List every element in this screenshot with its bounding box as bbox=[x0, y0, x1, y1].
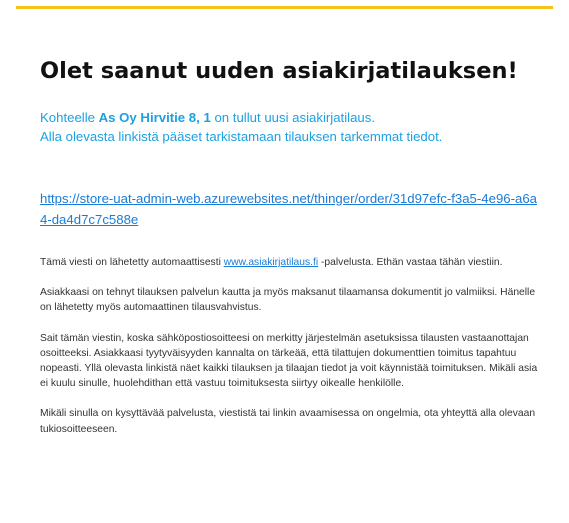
note-support-contact: Mikäli sinulla on kysyttävää palvelusta, viestistä tai linkin avaamisessa on ongelmia, ota yhteyttä alla olevaan tukiosoitteeseen. bbox=[40, 408, 536, 435]
email-heading: Olet saanut uuden asiakirjatilauksen! bbox=[40, 58, 518, 84]
note-1-prefix: Tämä viesti on lähetetty automaattisesti bbox=[40, 257, 224, 268]
intro-line-1-prefix: Kohteelle bbox=[40, 110, 99, 125]
accent-top-bar bbox=[16, 6, 553, 9]
intro-text bbox=[40, 108, 540, 146]
property-name: As Oy Hirvitie 8, 1 bbox=[98, 110, 211, 125]
intro-line-2: Alla olevasta linkistä pääset tarkistamaan tilauksen tarkemmat tiedot. bbox=[40, 129, 443, 144]
order-link[interactable]: https://store-uat-admin-web.azurewebsites.net/thinger/order/31d97efc-f3a5-4e96-a6a4-da4d7c7c588e bbox=[40, 191, 538, 227]
footer-notes bbox=[40, 255, 540, 437]
note-1-suffix: -palvelusta. Ethän vastaa tähän viestiin. bbox=[318, 257, 503, 268]
intro-line-1-suffix: on tullut uusi asiakirjatilaus. bbox=[210, 110, 376, 125]
service-website-link[interactable]: www.asiakirjatilaus.fi bbox=[223, 257, 319, 268]
note-customer-paid: Asiakkaasi on tehnyt tilauksen palvelun kautta ja myös maksanut tilaamansa dokumentit jo valmiiksi. Hänelle on lähetetty myös automaattinen tilausvahvistus. bbox=[40, 287, 536, 314]
note-recipient-reason: Sait tämän viestin, koska sähköpostiosoitteesi on merkitty järjestelmän asetuksissa tilausten vastaanottajan osoitteeksi. Asiakkaasi tyytyväisyyden kannalta on tärkeää, että tilattujen dokumenttien toimitus tapahtuu nopeasti. Yllä olevasta linkistä näet kaikki tilauksen ja tilaajan tiedot ja voit käynnistää toimituksen. Mikäli asia ei kuulu sinulle, huolehdithan että vastuu toimituksesta siirtyy oikealle henkilölle. bbox=[40, 332, 538, 390]
note-automatic-message bbox=[40, 255, 540, 270]
intro-line-1 bbox=[40, 108, 540, 127]
email-body bbox=[40, 52, 540, 452]
